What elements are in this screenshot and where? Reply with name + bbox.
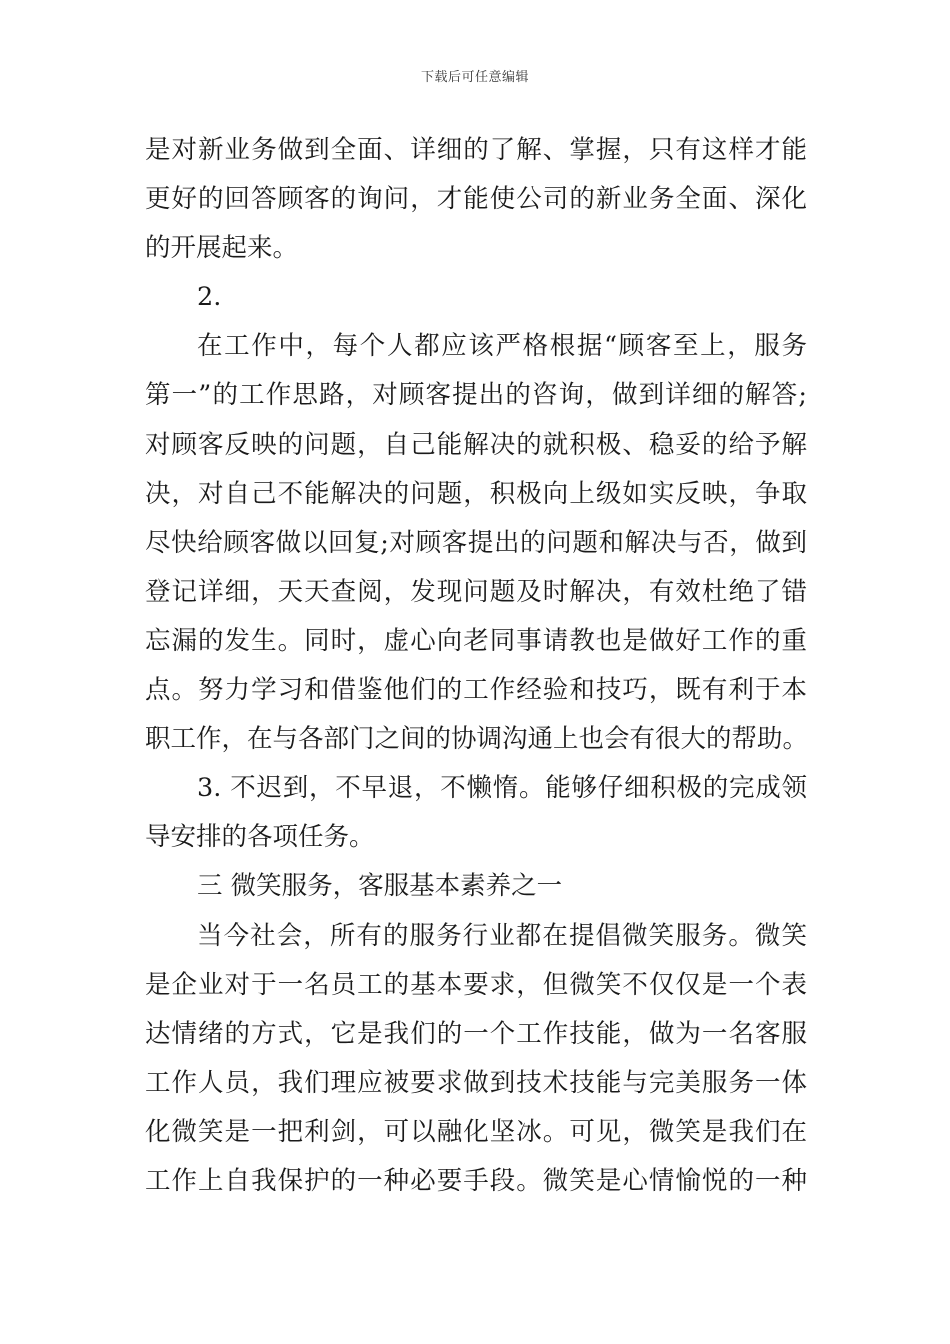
text-line: 达情绪的方式，它是我们的一个工作技能，做为一名客服 [145, 1018, 807, 1049]
text-line: 登记详细，天天查阅，发现问题及时解决，有效杜绝了错 [145, 576, 807, 607]
document-body [145, 126, 807, 1206]
text-line: 当今社会，所有的服务行业都在提倡微笑服务。微笑 [197, 920, 807, 951]
text-line: 工作人员，我们理应被要求做到技术技能与完美服务一体 [145, 1067, 807, 1098]
text-line: 尽快给顾客做以回复;对顾客提出的问题和解决与否，做到 [145, 527, 807, 558]
text-line: 职工作，在与各部门之间的协调沟通上也会有很大的帮助。 [145, 724, 809, 755]
list-number: 2. [197, 282, 222, 313]
text-line: 点。努力学习和借鉴他们的工作经验和技巧，既有利于本 [145, 675, 807, 706]
text-line: 的开展起来。 [145, 233, 299, 264]
text-line: 在工作中，每个人都应该严格根据“顾客至上，服务 [197, 331, 807, 362]
text-line: 3. 不迟到，不早退，不懒惰。能够仔细积极的完成领 [197, 773, 807, 804]
text-line: 是对新业务做到全面、详细的了解、掌握，只有这样才能 [145, 135, 807, 165]
page-header-note: 下载后可任意编辑 [420, 70, 529, 85]
section-heading: 三 微笑服务，客服基本素养之一 [197, 871, 563, 902]
text-line: 导安排的各项任务。 [145, 822, 375, 853]
text-line: 更好的回答顾客的询问，才能使公司的新业务全面、深化 [145, 184, 807, 215]
text-line: 决，对自己不能解决的问题，积极向上级如实反映，争取 [145, 478, 807, 509]
text-line: 化微笑是一把利剑，可以融化坚冰。可见，微笑是我们在 [145, 1116, 807, 1147]
text-line: 是企业对于一名员工的基本要求，但微笑不仅仅是一个表 [145, 969, 807, 1000]
text-line: 对顾客反映的问题，自己能解决的就积极、稳妥的给予解 [145, 429, 807, 460]
text-line: 忘漏的发生。同时，虚心向老同事请教也是做好工作的重 [145, 625, 807, 656]
text-line: 第一”的工作思路，对顾客提出的咨询，做到详细的解答; [145, 380, 807, 411]
text-line: 工作上自我保护的一种必要手段。微笑是心情愉悦的一种 [145, 1165, 807, 1196]
